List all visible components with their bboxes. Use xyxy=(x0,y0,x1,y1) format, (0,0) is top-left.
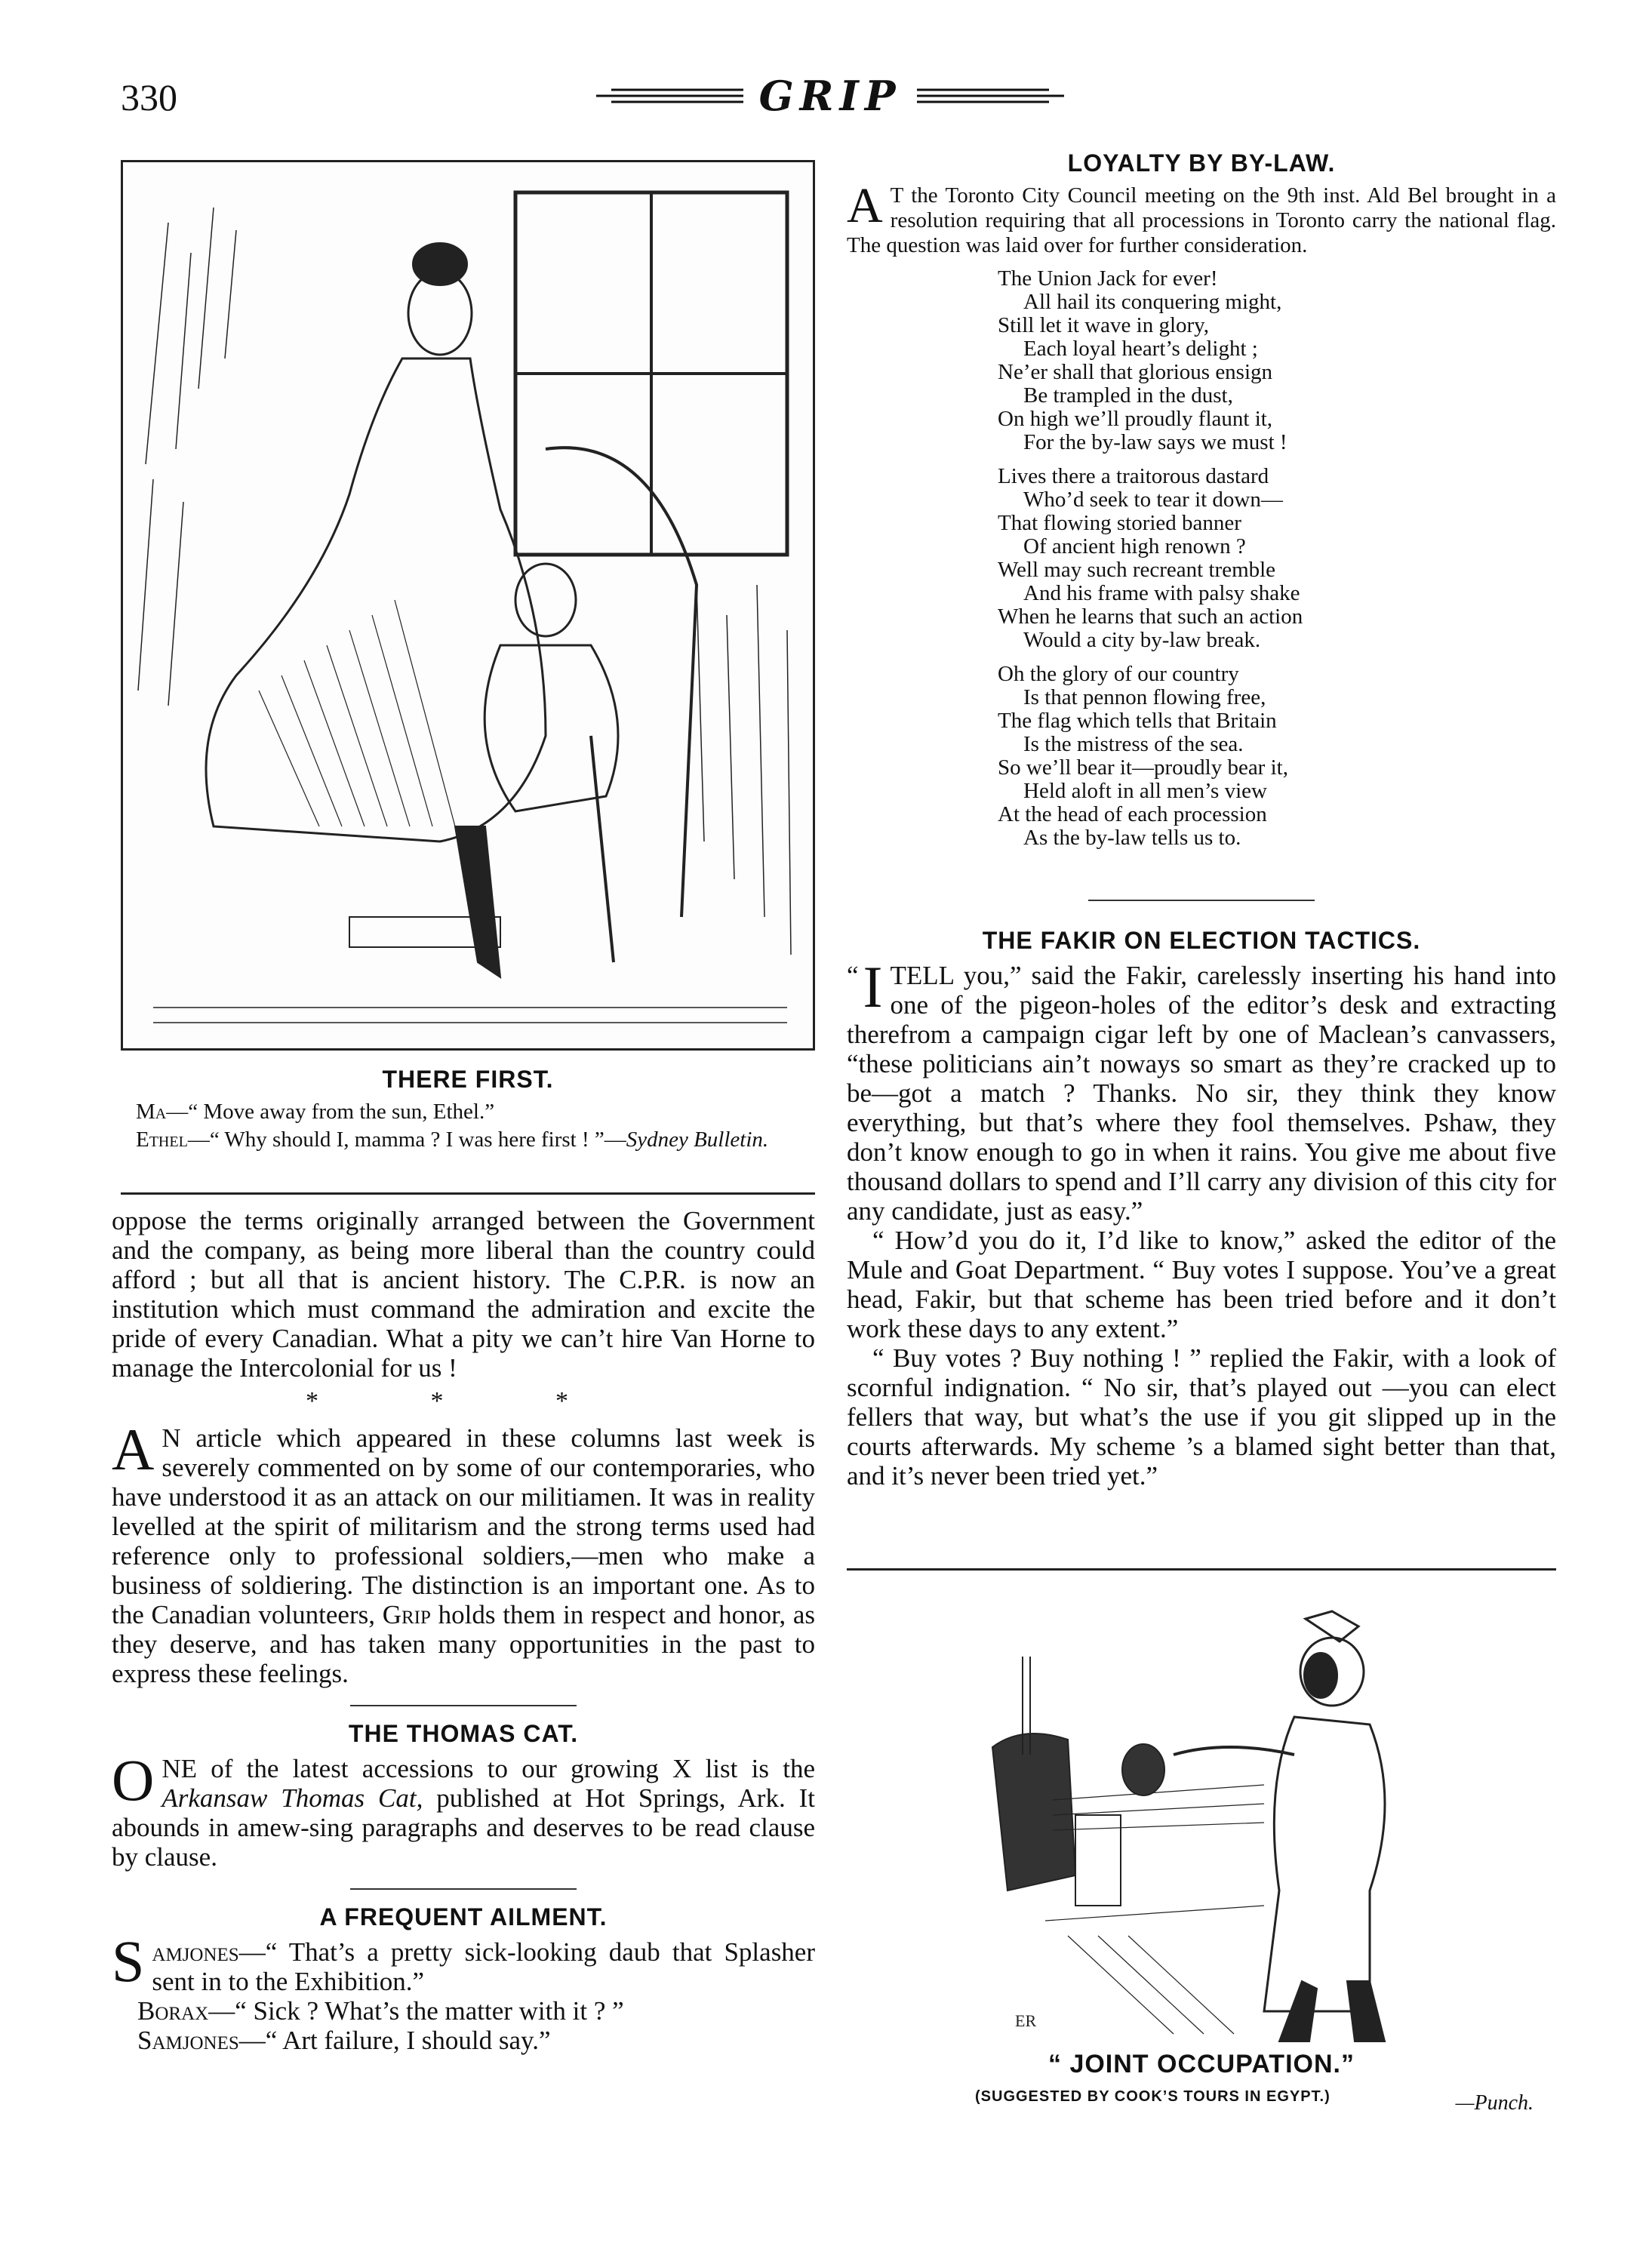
poem-stanza-1: The Union Jack for ever! All hail its conquering might, Still let it wave in glory, Each loyal heart’s delight ; Ne’er shall that glorious ensign Be trampled in the dust, On high we’ll proudly flaunt it, For the by-law says we must ! xyxy=(998,266,1287,454)
section-stars: * * * xyxy=(306,1387,621,1415)
ailment-line-1: Samjones—“ That’s a pretty sick-looking daub that Splasher sent in to the Exhibition.” xyxy=(112,1928,815,1996)
speaker-ethel: Ethel xyxy=(136,1128,188,1152)
loyalty-intro: A T the Toronto City Council meeting on the 9th inst. Ald Bel brought in a resolution requiring that all processions in Toronto carry the national flag. The question was laid over for further consideration. xyxy=(847,178,1556,257)
joint-occupation-drawing xyxy=(977,1589,1407,2045)
page-number: 330 xyxy=(121,76,177,118)
rule-divider xyxy=(121,1192,815,1195)
caption-source: Sydney Bulletin. xyxy=(626,1128,769,1152)
short-rule xyxy=(1088,900,1315,901)
thomas-cat-title: THE THOMAS CAT. xyxy=(348,1720,579,1747)
cpr-paragraph: oppose the terms originally arranged between the Government and the company, as being more liberal than the country could afford ; but all that is ancient history. The C.P.R. is now an institution which must command the admiration and excite the pride of every Canadian. What a pity we can’t hire Van Horne to manage the Intercolonial for us ! xyxy=(112,1206,815,1383)
thomas-cat-text: ONE of the latest accessions to our growing X list is the Arkansaw Thomas Cat, published at Hot Springs, Ark. It abounds in amew-sing paragraphs and deserves to be read clause by clause. xyxy=(112,1747,815,1872)
joint-occupation-illustration xyxy=(977,1589,1407,2045)
rule-divider xyxy=(847,1568,1556,1571)
svg-text:ER: ER xyxy=(1015,2011,1037,2030)
dropcap-s: S xyxy=(112,1928,145,1994)
militia-article: A N article which appeared in these columns last week is severely commented on by some of our contemporaries, who have understood it as an attack on our militiamen. It was in reality levelled at the spirit of militarism and the strong terms used had reference only to professional soldiers,—men who make a business of soldiering. The distinction is an important one. As to the Canadian volunteers, Grip holds them in respect and honor, as they deserve, and has taken many opportunities in the past to express these feelings. xyxy=(112,1417,815,1688)
joint-occupation-source: —Punch. xyxy=(1455,2091,1534,2115)
ailment-line-2: Borax—“ Sick ? What’s the matter with it ? ” xyxy=(137,1996,624,2026)
short-rule xyxy=(350,1705,577,1706)
short-rule xyxy=(350,1888,577,1890)
masthead xyxy=(589,69,1072,122)
ailment-line-3: Samjones—“ Art failure, I should say.” xyxy=(137,2026,551,2055)
joint-occupation-caption xyxy=(847,2050,1556,2118)
speaker-ma: Ma xyxy=(136,1100,167,1124)
masthead-title: GRIP xyxy=(758,72,902,120)
there-first-title: THERE FIRST. xyxy=(382,1066,554,1093)
dropcap-o: O xyxy=(112,1747,155,1813)
dropcap-i: I xyxy=(863,954,883,1020)
dropcap-a2: A xyxy=(847,178,883,233)
left-column-text xyxy=(112,1206,815,2055)
caption-line-ma: Ma—“ Move away from the sun, Ethel.” xyxy=(136,1100,495,1124)
loyalty-article xyxy=(847,149,1556,860)
fakir-paragraph-2: “ How’d you do it, I’d like to know,” asked the editor of the Mule and Goat Department. “ Buy votes I suppose. You’ve a great head, Fakir, but that scheme has been tried before and it don’t work these days to any extent.” xyxy=(847,1226,1556,1343)
ailment-title: A FREQUENT AILMENT. xyxy=(319,1903,608,1931)
grip-name: Grip xyxy=(382,1600,431,1629)
poem-stanza-2: Lives there a traitorous dastard Who’d seek to tear it down— That flowing storied banner Of ancient high renown ? Well may such recreant tremble And his frame with palsy shake When he learns that such an action Would a city by-law break. xyxy=(998,464,1303,652)
fakir-paragraph-1: “ I TELL you,” said the Fakir, carelessly inserting his hand into one of the pigeon-holes of the editor’s desk and extracting therefrom a campaign cigar left by one of Maclean’s canvassers, “these politicians ain’t noways so smart as they’re cracked up to be—got a match ? Thanks. No sir, they think they know everything, but that’s where they fool themselves. Pshaw, they don’t know enough to go in when it rains. You give me about five thousand dollars to spend and I’ll carry any division of this city for any candidate, just as easy.” xyxy=(847,954,1556,1226)
dropcap-a: A xyxy=(112,1417,155,1482)
fakir-paragraph-3: “ Buy votes ? Buy nothing ! ” replied the Fakir, with a look of scornful indignation. “ No sir, that’s played out —you can elect fellers that way, but what’s the use if you git slipped up in the courts afterwards. My scheme ’s a blamed sight better than that, and it’s never been tried yet.” xyxy=(847,1343,1556,1491)
there-first-drawing xyxy=(123,162,815,1051)
loyalty-poem xyxy=(998,267,1556,850)
caption-line-ethel: Ethel—“ Why should I, mamma ? I was here first ! ”—Sydney Bulletin. xyxy=(136,1128,769,1152)
joint-occupation-title: “ JOINT OCCUPATION.” xyxy=(1048,2050,1355,2078)
loyalty-title: LOYALTY BY BY-LAW. xyxy=(1067,149,1336,177)
fakir-title: THE FAKIR ON ELECTION TACTICS. xyxy=(982,927,1421,954)
joint-occupation-subtitle: (SUGGESTED BY COOK’S TOURS IN EGYPT.) xyxy=(975,2088,1331,2105)
there-first-illustration xyxy=(121,160,815,1051)
fakir-article xyxy=(847,900,1556,1491)
there-first-caption xyxy=(121,1066,815,1152)
poem-stanza-3: Oh the glory of our country Is that pennon flowing free, The flag which tells that Britain Is the mistress of the sea. So we’ll bear it—proudly bear it, Held aloft in all men’s view At the head of each procession As the by-law tells us to. xyxy=(998,662,1288,850)
